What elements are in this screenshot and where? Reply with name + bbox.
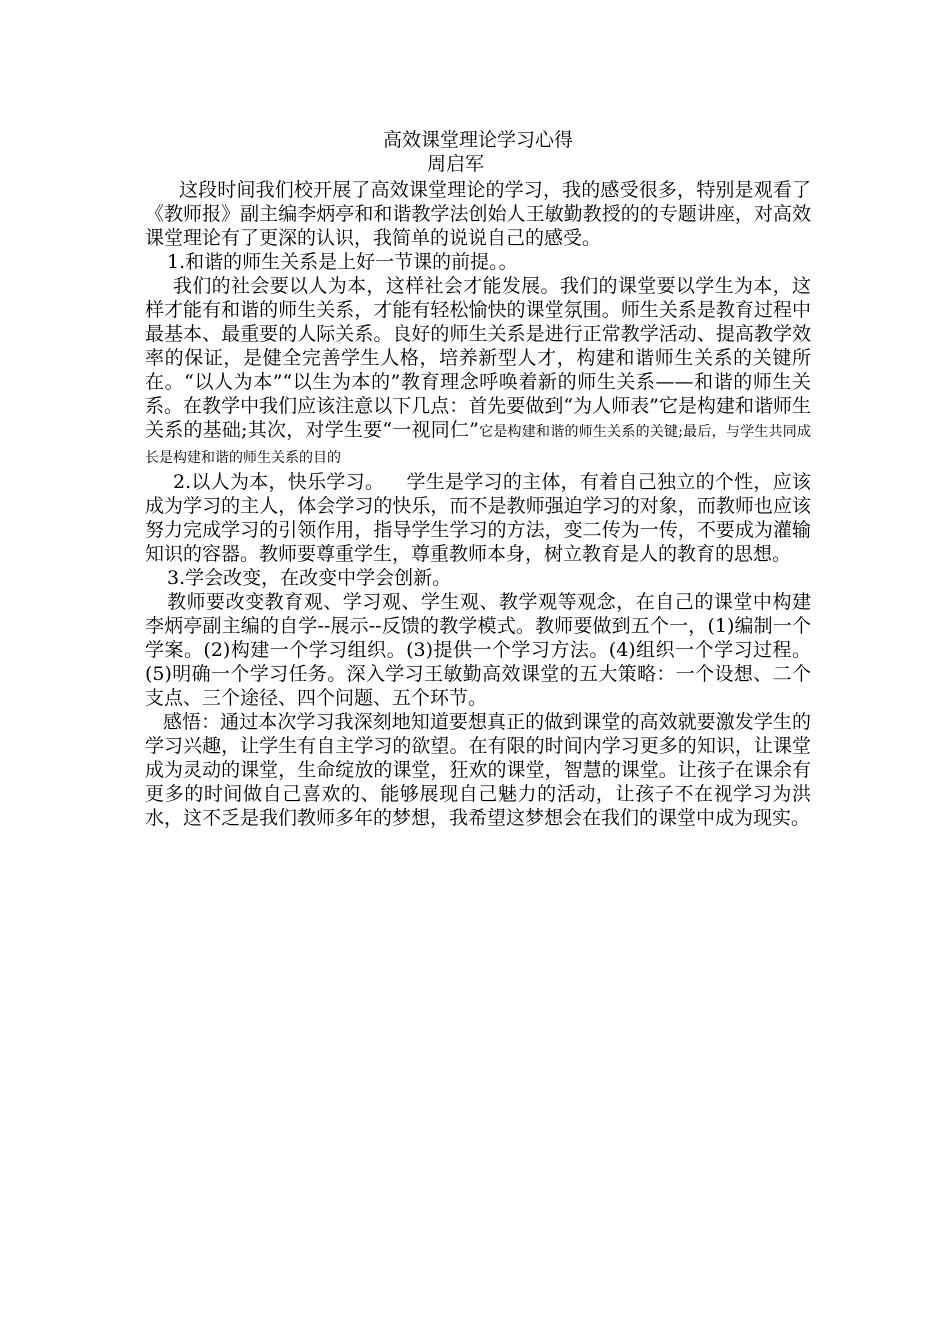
section1-body (145, 274, 811, 470)
section1-heading: 1.和谐的师生关系是上好一节课的前提。。 (167, 251, 518, 273)
section2-body: 学生是学习的主体，有着自己独立的个性，应该成为学习的主人，体会学习的快乐，而不是教师强迫学习的对象，而教师也应该努力完成学习的引领作用，指导学生学习的方法，变二传为一传，不要成为灌输知识的容器。教师要尊重学生，尊重教师本身，树立教育是人的教育的思想。 (145, 471, 811, 565)
conclusion-paragraph: 感悟：通过本次学习我深刻地知道要想真正的做到课堂的高效就要激发学生的学习兴趣，让学生有自主学习的欲望。在有限的时间内学习更多的知识，让课堂成为灵动的课堂，生命绽放的课堂，狂欢的课堂，智慧的课堂。让孩子在课余有更多的时间做自己喜欢的、能够展现自己魅力的活动，让孩子不在视学习为洪水，这不乏是我们教师多年的梦想，我希望这梦想会在我们的课堂中成为现实。 (145, 711, 811, 829)
document-page (145, 128, 811, 830)
section1-body-main: 我们的社会要以人为本，这样社会才能发展。我们的课堂要以学生为本，这样才能有和谐的师生关系，才能有轻松愉快的课堂氛围。师生关系是教育过程中最基本、最重要的人际关系。良好的师生关系是进行正常教学活动、提高教学效率的保证，是健全完善学生人格，培养新型人才，构建和谐师生关系的关键所在。“以人为本”“以生为本的”教育理念呼唤着新的师生关系——和谐的师生关系。在教学中我们应该注意以下几点：首先要做到“为人师表”它是构建和谐师生关系的基础;其次，对学生要“一视同仁” (145, 275, 811, 441)
section2-heading: 2.以人为本，快乐学习。 (173, 471, 385, 493)
section2-paragraph (145, 470, 811, 566)
section3-heading: 3.学会改变，在改变中学会创新。 (167, 567, 452, 589)
section3-body: 教师要改变教育观、学习观、学生观、教学观等观念，在自己的课堂中构建李炳亭副主编的自学--展示--反馈的教学模式。教师要做到五个一，(1)编制一个学案。(2)构建一个学习组织。(3)提供一个学习方法。(4)组织一个学习过程。(5)明确一个学习任务。深入学习王敏勤高效课堂的五大策略：一个设想、二个支点、三个途径、四个问题、五个环节。 (145, 591, 811, 709)
intro-paragraph: 这段时间我们校开展了高效课堂理论的学习，我的感受很多，特别是观看了《教师报》副主编李炳亭和和谐教学法创始人王敏勤教授的的专题讲座，对高效课堂理论有了更深的认识，我简单的说说自己的感受。 (145, 179, 811, 249)
document-author: 周启军 (427, 153, 485, 175)
section1-body-small: 它是构建和谐的师生关系的关键;最后，与学生共同成长是构建和谐的师生关系的目的 (145, 424, 811, 466)
document-title: 高效课堂理论学习心得 (382, 129, 573, 151)
